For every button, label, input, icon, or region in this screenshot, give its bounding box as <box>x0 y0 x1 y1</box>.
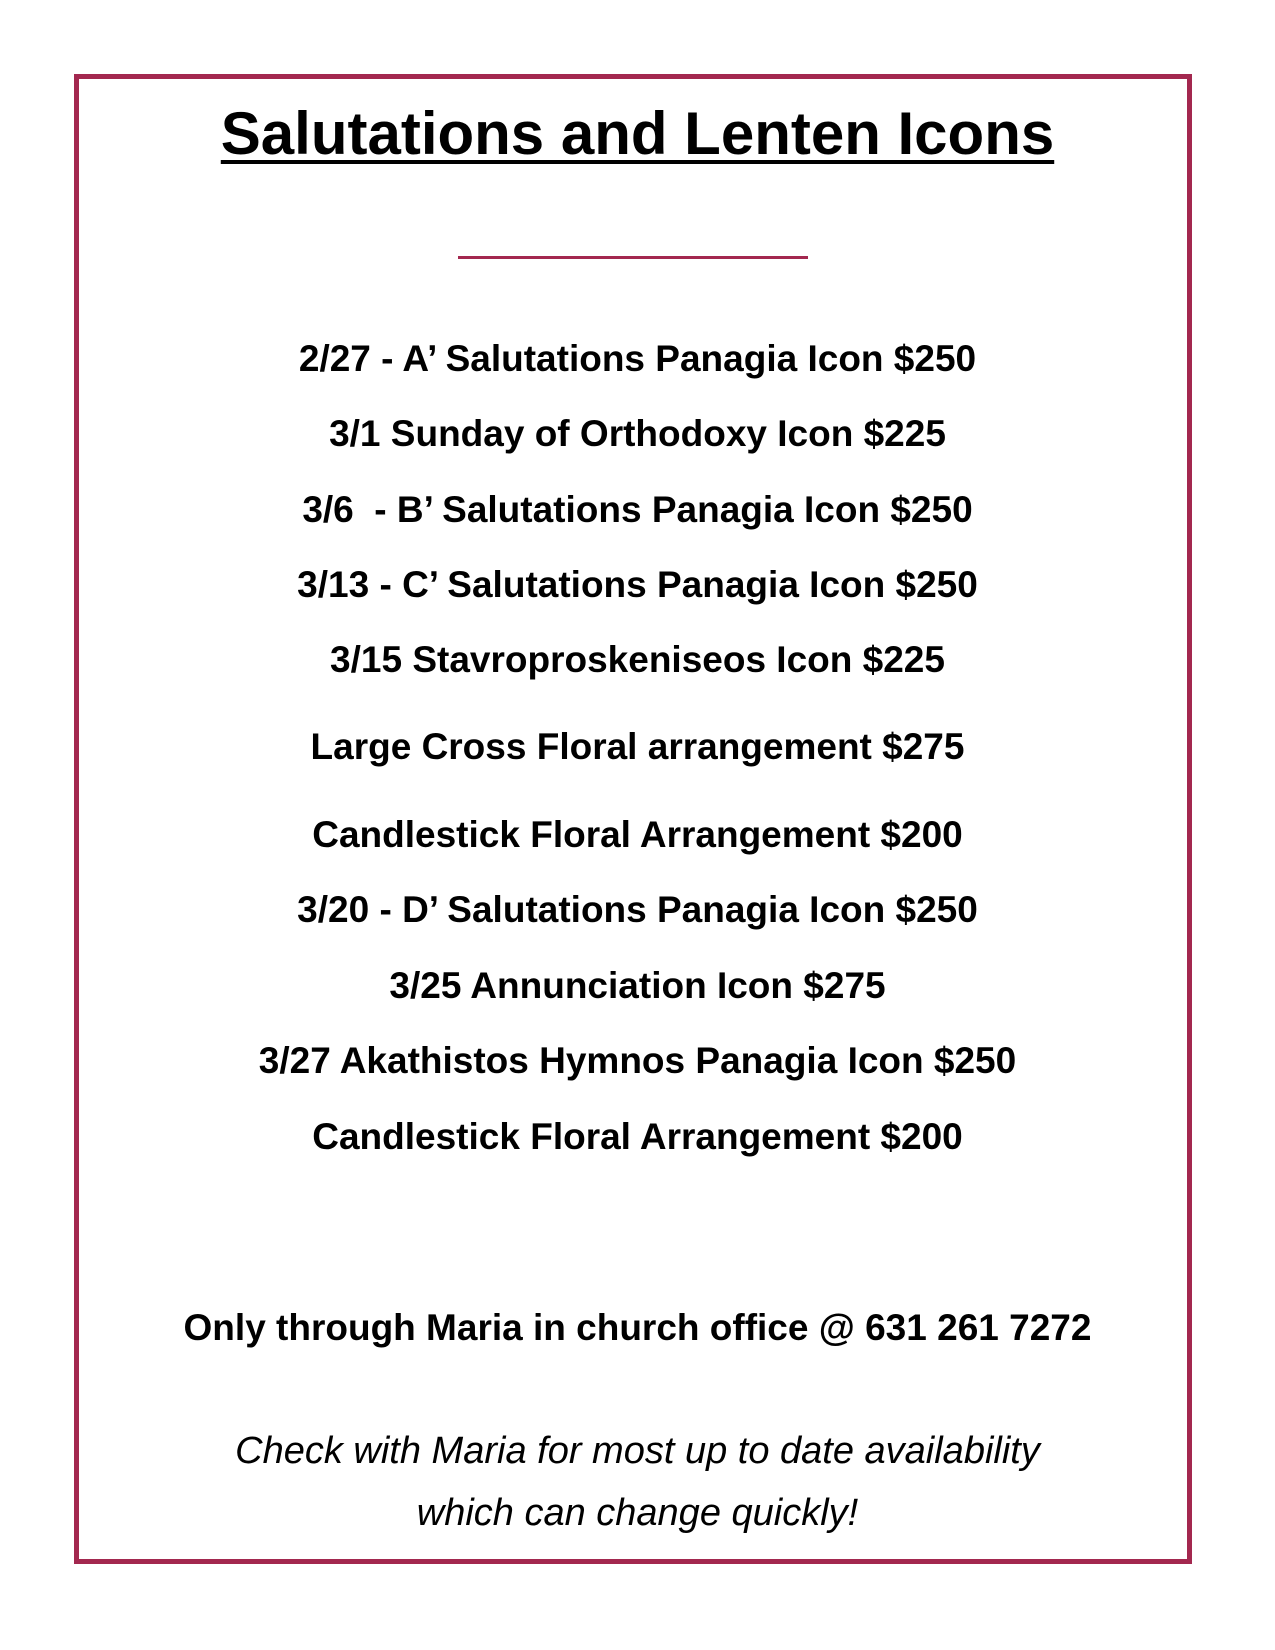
list-item: Candlestick Floral Arrangement $200 <box>312 1116 963 1157</box>
list-item: 3/1 Sunday of Orthodoxy Icon $225 <box>329 413 946 454</box>
list-item: 3/15 Stavroproskeniseos Icon $225 <box>330 639 945 680</box>
list-item: 3/6 - B’ Salutations Panagia Icon $250 <box>302 489 973 530</box>
page-title <box>0 98 1275 170</box>
list-item: Large Cross Floral arrangement $275 <box>310 726 965 767</box>
availability-note-line-2: which can change quickly! <box>416 1492 859 1534</box>
page-title-text: Salutations and Lenten Icons <box>220 100 1055 167</box>
list-item: 3/20 - D’ Salutations Panagia Icon $250 <box>297 889 978 930</box>
title-divider <box>458 256 808 259</box>
contact-info: Only through Maria in church office @ 631 261 7272 <box>183 1307 1092 1348</box>
list-item: 3/13 - C’ Salutations Panagia Icon $250 <box>297 564 978 605</box>
list-item: 2/27 - A’ Salutations Panagia Icon $250 <box>298 338 977 379</box>
list-item: 3/27 Akathistos Hymnos Panagia Icon $250 <box>258 1040 1017 1081</box>
availability-note-line-1: Check with Maria for most up to date availability <box>235 1430 1040 1472</box>
list-item: Candlestick Floral Arrangement $200 <box>312 814 963 855</box>
list-item: 3/25 Annunciation Icon $275 <box>389 965 886 1006</box>
